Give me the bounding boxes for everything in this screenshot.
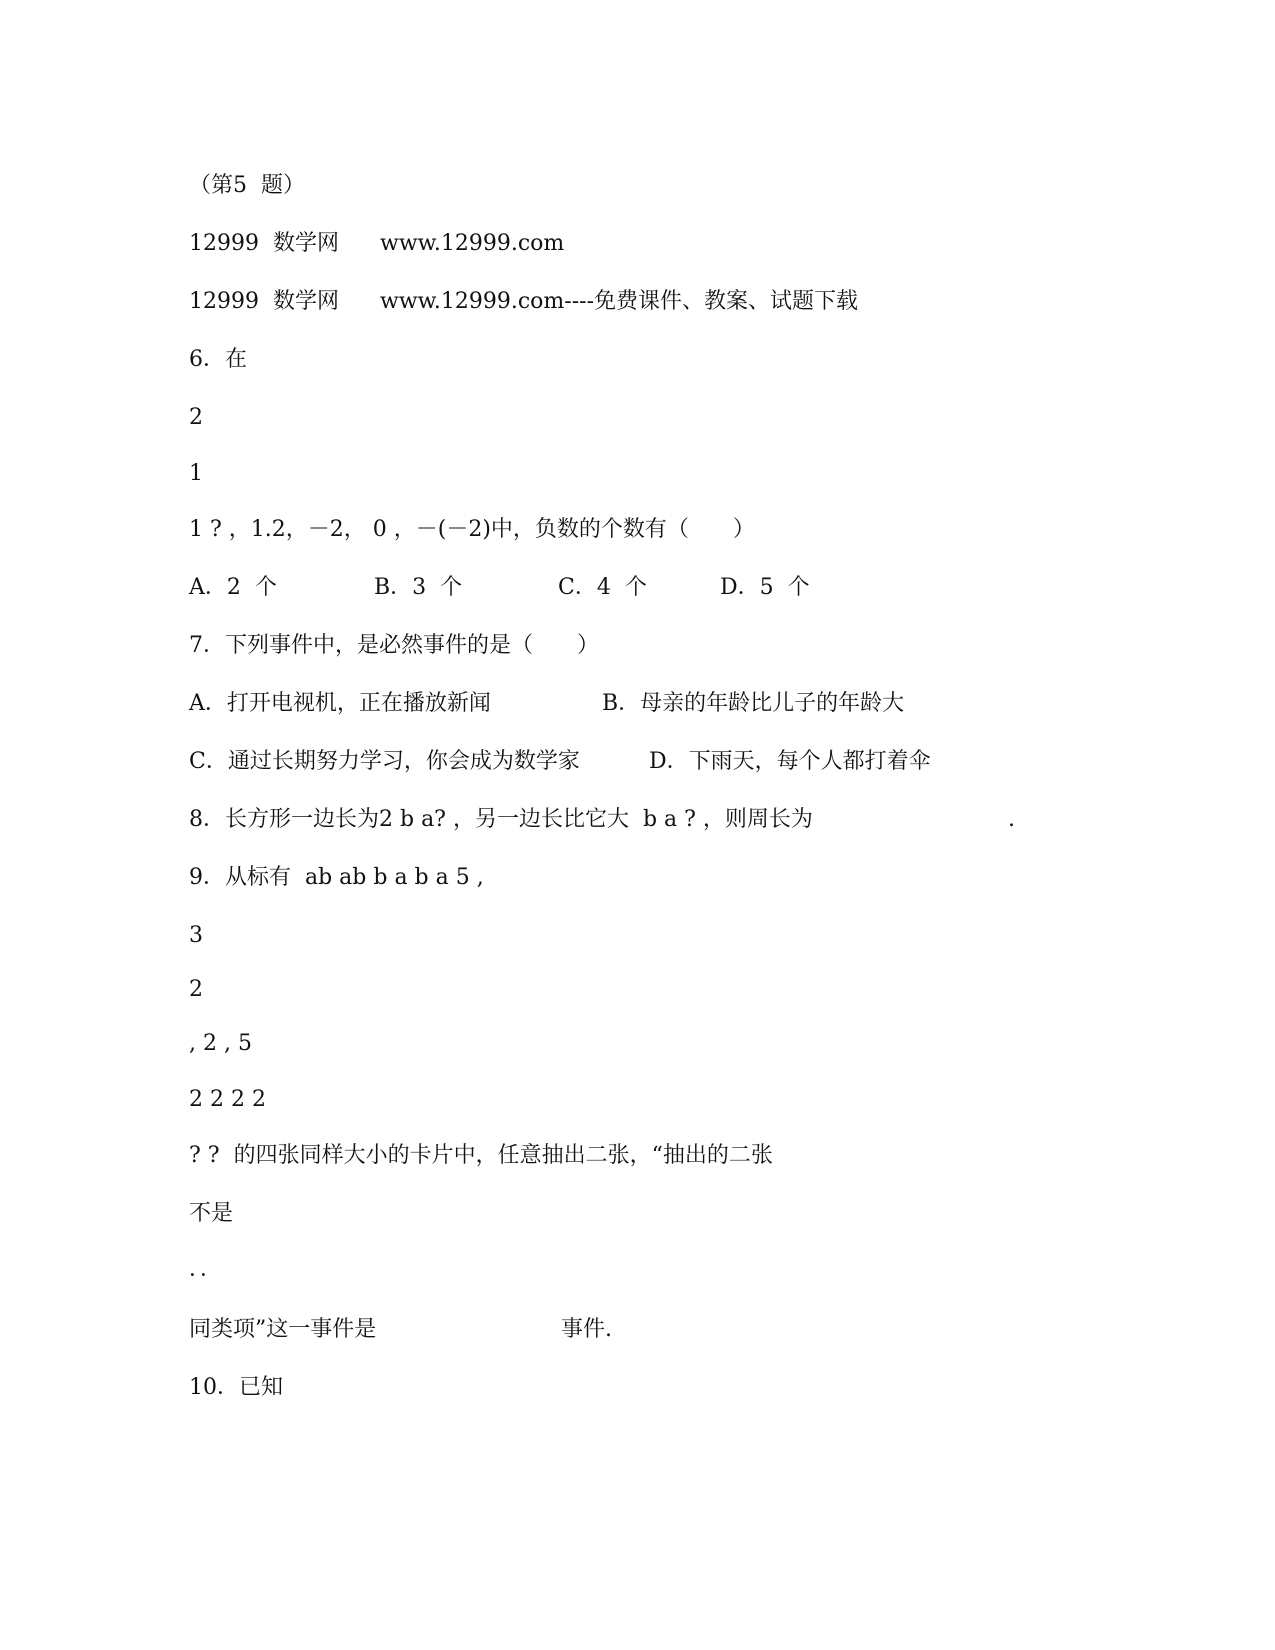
question-6-stem: 6．在 <box>189 347 247 372</box>
exponent-fragment: , 2 , 5 <box>189 1031 252 1056</box>
exponent-fragment: 2 2 2 2 <box>189 1087 266 1112</box>
fraction-fragment: 1 <box>189 461 203 486</box>
question-8-end-period: . <box>1008 807 1015 832</box>
option-a: A．2 个 <box>189 575 277 600</box>
option-c: C．4 个 <box>558 575 647 600</box>
option-d: D．下雨天，每个人都打着伞 <box>649 749 931 774</box>
site-name: 12999 数学网 <box>189 289 339 314</box>
question-10: 10．已知 <box>189 1375 283 1400</box>
question-9-body: ? ? 的四张同样大小的卡片中，任意抽出二张，“抽出的二张 <box>189 1143 773 1168</box>
site-url-tagline: www.12999.com----免费课件、教案、试题下载 <box>380 289 859 314</box>
question-9-end-suffix: 事件. <box>561 1317 612 1342</box>
figure-caption: （第5 题） <box>189 173 305 198</box>
question-7: 7．下列事件中，是必然事件的是（ ） <box>189 633 599 658</box>
emphasis-dots: ．． <box>189 1257 223 1282</box>
option-d: D．5 个 <box>720 575 810 600</box>
site-url: www.12999.com <box>380 231 565 256</box>
option-b: B．母亲的年龄比儿子的年龄大 <box>602 691 905 716</box>
question-9-body: 不是 <box>189 1201 234 1226</box>
question-9-end: 同类项”这一事件是 <box>189 1317 377 1342</box>
exponent-fragment: 2 <box>189 977 203 1002</box>
exponent-fragment: 3 <box>189 923 203 948</box>
fraction-fragment: 2 <box>189 405 203 430</box>
option-c: C．通过长期努力学习，你会成为数学家 <box>189 749 580 774</box>
option-b: B．3 个 <box>374 575 463 600</box>
site-name: 12999 数学网 <box>189 231 339 256</box>
option-a: A．打开电视机，正在播放新闻 <box>189 691 491 716</box>
question-9: 9．从标有 ab ab b a b a 5 , <box>189 865 484 890</box>
question-8: 8．长方形一边长为2 b a? ，另一边长比它大 b a ? ，则周长为 <box>189 807 813 832</box>
question-6-body: 1 ? ，1.2，－2， 0 ，－(－2)中，负数的个数有（ ） <box>189 517 755 542</box>
